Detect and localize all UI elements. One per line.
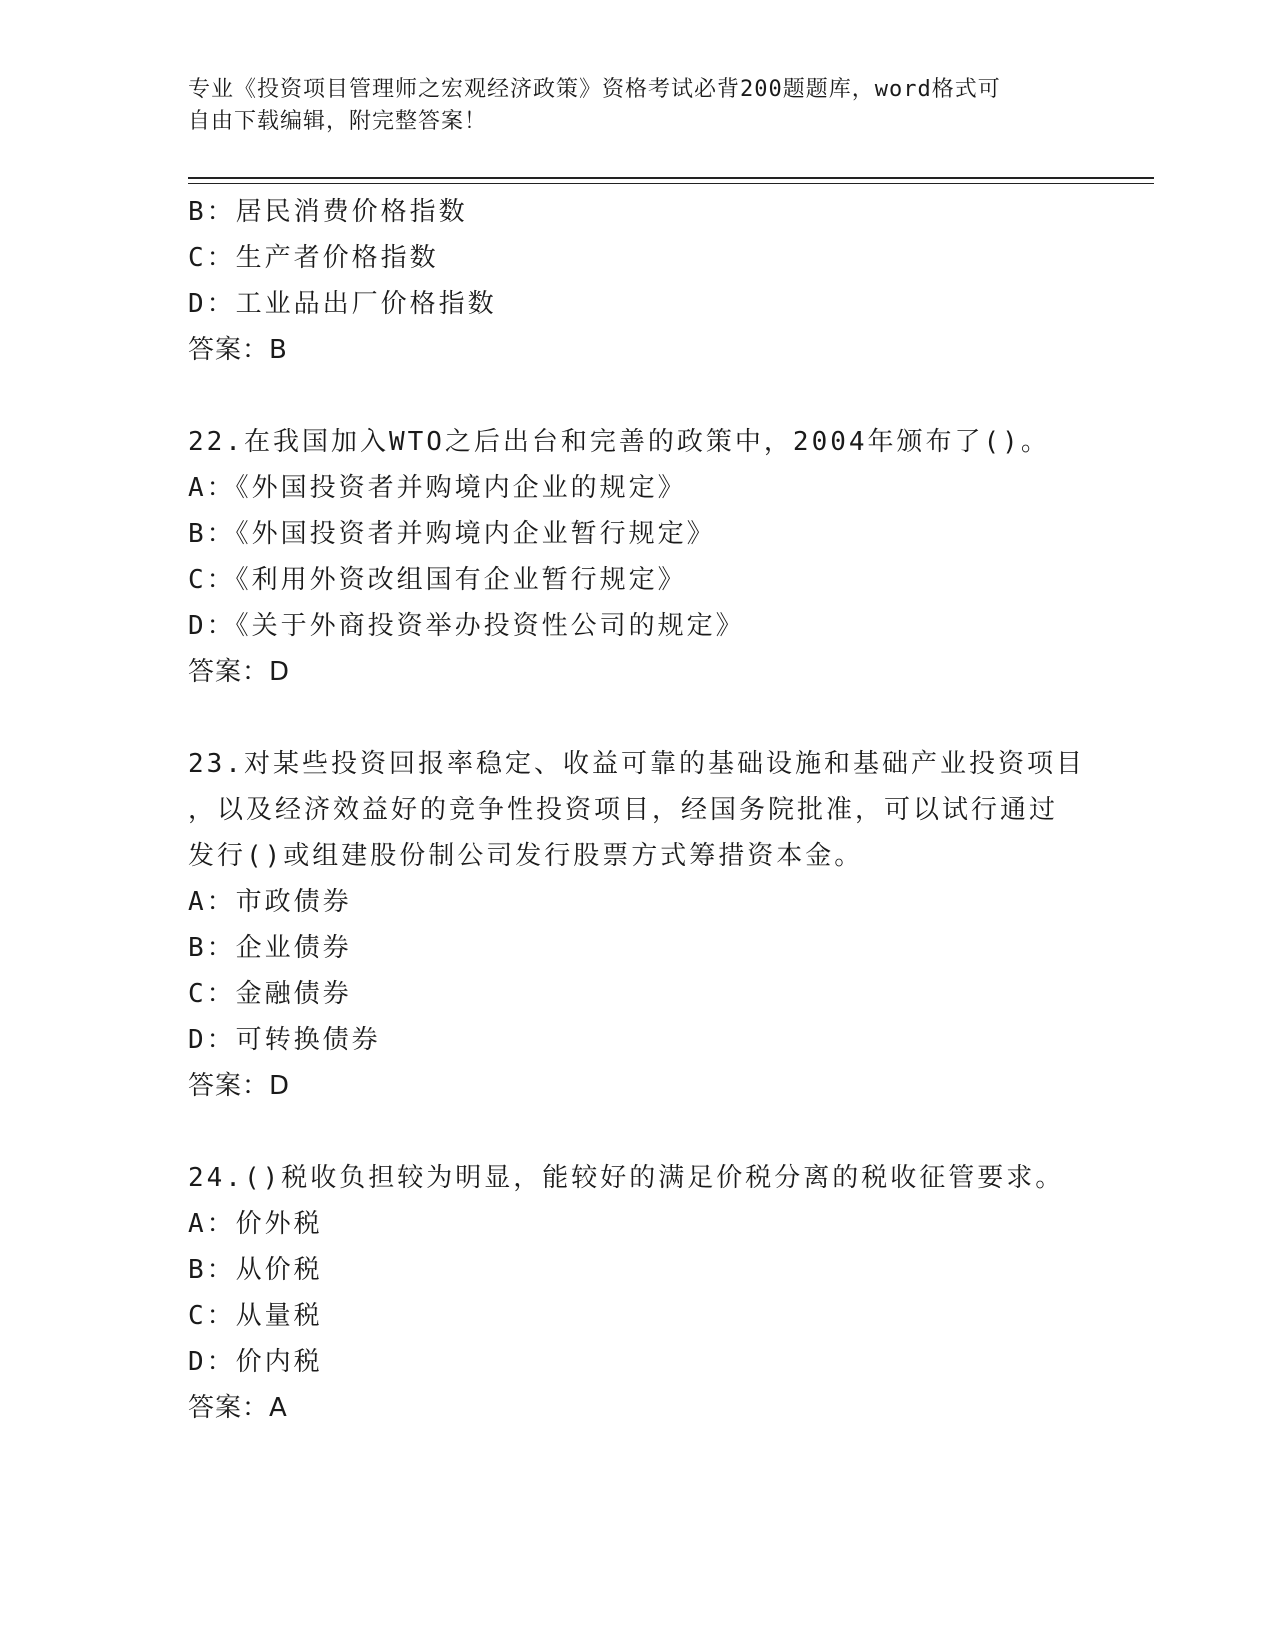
option-d: D：工业品出厂价格指数 [188, 289, 497, 319]
option-d: D：价内税 [188, 1347, 323, 1377]
option-d: D：可转换债券 [188, 1025, 381, 1055]
question-stem: 发行()或组建股份制公司发行股票方式筹措资本金。 [188, 841, 864, 871]
header-line-2: 自由下载编辑，附完整答案！ [188, 109, 488, 134]
question-22 [188, 419, 1088, 695]
answer: 答案：B [188, 335, 288, 365]
option-b: B：《外国投资者并购境内企业暂行规定》 [188, 519, 716, 549]
option-a: A：市政债券 [188, 887, 352, 917]
question-stem: 22.在我国加入WTO之后出台和完善的政策中，2004年颁布了()。 [188, 427, 1050, 457]
answer: 答案：D [188, 657, 291, 687]
header-divider-thin [188, 183, 1154, 184]
option-a: A：《外国投资者并购境内企业的规定》 [188, 473, 687, 503]
option-c: C：《利用外资改组国有企业暂行规定》 [188, 565, 687, 595]
question-stem: ，以及经济效益好的竞争性投资项目，经国务院批准，可以试行通过 [188, 795, 1059, 825]
option-c: C：生产者价格指数 [188, 243, 439, 273]
option-a: A：价外税 [188, 1209, 323, 1239]
option-b: B：居民消费价格指数 [188, 197, 468, 227]
answer: 答案：D [188, 1071, 291, 1101]
option-b: B：从价税 [188, 1255, 323, 1285]
question-23 [188, 741, 1088, 1109]
document-header [188, 74, 1088, 138]
option-c: C：从量税 [188, 1301, 323, 1331]
option-b: B：企业债券 [188, 933, 352, 963]
prev-question [188, 189, 1088, 373]
document-body [188, 189, 1088, 1431]
question-stem: 23.对某些投资回报率稳定、收益可靠的基础设施和基础产业投资项目 [188, 749, 1085, 779]
header-line-1: 专业《投资项目管理师之宏观经济政策》资格考试必背200题题库，word格式可 [188, 77, 1001, 102]
question-stem: 24.()税收负担较为明显，能较好的满足价税分离的税收征管要求。 [188, 1163, 1065, 1193]
answer: 答案：A [188, 1393, 288, 1423]
option-d: D：《关于外商投资举办投资性公司的规定》 [188, 611, 745, 641]
option-c: C：金融债券 [188, 979, 352, 1009]
question-24 [188, 1155, 1088, 1431]
header-divider [188, 177, 1154, 179]
